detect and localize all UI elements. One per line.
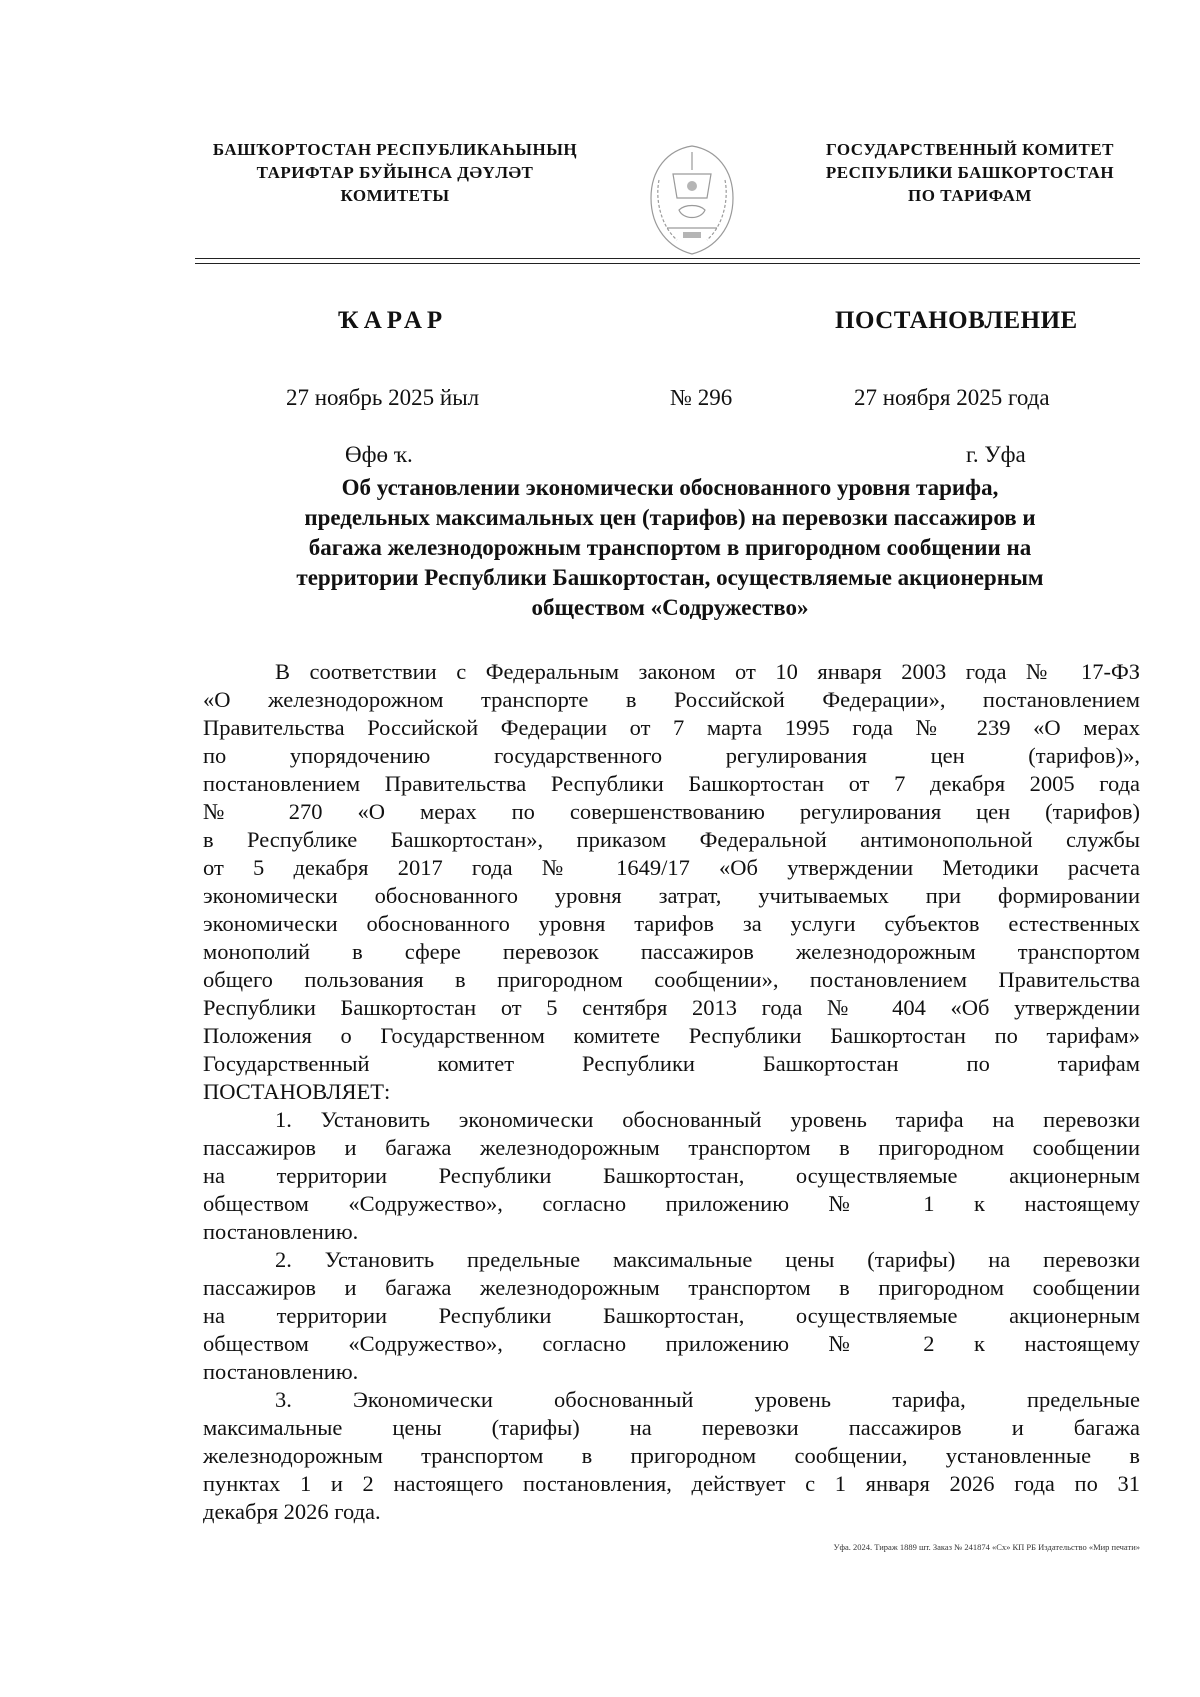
body-line: по упорядочению государственного регулирования цен (тарифов)», xyxy=(203,743,1140,768)
body-line: монополий в сфере перевозок пассажиров железнодорожным транспортом xyxy=(203,939,1140,964)
date-bashkir: 27 ноябрь 2025 йыл xyxy=(286,385,480,410)
document-number: № 296 xyxy=(670,385,733,410)
heading-line: предельных максимальных цен (тарифов) на перевозки пассажиров и xyxy=(304,505,1036,530)
item-1-paragraph xyxy=(203,1106,1140,1246)
body-line: 1. Установить экономически обоснованный уровень тарифа на перевозки xyxy=(275,1107,1140,1132)
item-2-paragraph xyxy=(203,1246,1140,1386)
body-line: 3. Экономически обоснованный уровень тарифа, предельные xyxy=(275,1387,1140,1412)
body-line: Государственный комитет Республики Башкортостан по тарифам xyxy=(203,1051,1140,1076)
header-right-org xyxy=(790,138,1150,207)
heading-line: Об установлении экономически обоснованного уровня тарифа, xyxy=(341,475,999,500)
coat-of-arms-icon xyxy=(637,140,747,258)
header-left-line-2: ТАРИФТАР БУЙЫНСА ДӘҮЛӘТ xyxy=(256,163,534,182)
body-line: Республики Башкортостан от 5 сентября 2013 года № 404 «Об утверждении xyxy=(203,995,1140,1020)
heading-line: территории Республики Башкортостан, осуществляемые акционерным xyxy=(296,565,1044,590)
header-left-org xyxy=(160,138,630,207)
body-line: постановлению. xyxy=(203,1219,359,1244)
doc-type-bashkir: ҠАРАР xyxy=(338,307,448,334)
header-divider-bottom xyxy=(195,263,1140,264)
header-divider-top xyxy=(195,258,1140,259)
body-line: постановлением Правительства Республики Башкортостан от 7 декабря 2005 года xyxy=(203,771,1140,796)
document-heading xyxy=(190,473,1150,623)
body-line: постановлению. xyxy=(203,1359,359,1384)
header-right-line-1: ГОСУДАРСТВЕННЫЙ КОМИТЕТ xyxy=(825,140,1114,159)
body-line: общего пользования в пригородном сообщении», постановлением Правительства xyxy=(203,967,1140,992)
body-line: от 5 декабря 2017 года № 1649/17 «Об утверждении Методики расчета xyxy=(203,855,1140,880)
body-line: на территории Республики Башкортостан, осуществляемые акционерным xyxy=(203,1163,1140,1188)
body-line: пунктах 1 и 2 настоящего постановления, действует с 1 января 2026 года по 31 xyxy=(203,1471,1140,1496)
body-line: пассажиров и багажа железнодорожным транспортом в пригородном сообщении xyxy=(203,1275,1140,1300)
body-line: железнодорожным транспортом в пригородном сообщении, установленные в xyxy=(203,1443,1140,1468)
heading-line: багажа железнодорожным транспортом в пригородном сообщении на xyxy=(308,535,1032,560)
body-line: пассажиров и багажа железнодорожным транспортом в пригородном сообщении xyxy=(203,1135,1140,1160)
date-russian: 27 ноября 2025 года xyxy=(854,385,1050,410)
header-left-line-1: БАШҠОРТОСТАН РЕСПУБЛИКАҺЫНЫҢ xyxy=(212,140,578,159)
body-line: экономически обоснованного уровня затрат, учитываемых при формировании xyxy=(203,883,1140,908)
body-line: экономически обоснованного уровня тарифов за услуги субъектов естественных xyxy=(203,911,1140,936)
body-line: обществом «Содружество», согласно приложению № 1 к настоящему xyxy=(203,1191,1140,1216)
body-line: Положения о Государственном комитете Республики Башкортостан по тарифам» xyxy=(203,1023,1140,1048)
header-left-line-3: КОМИТЕТЫ xyxy=(340,186,450,205)
print-info: Уфа. 2024. Тираж 1889 шт. Заказ № 241874 «Сх» КП РБ Издательство «Мир печати» xyxy=(833,1542,1140,1552)
header-right-line-2: РЕСПУБЛИКИ БАШКОРТОСТАН xyxy=(825,163,1115,182)
city-bashkir: Өфө ҡ. xyxy=(345,442,413,467)
body-line: на территории Республики Башкортостан, осуществляемые акционерным xyxy=(203,1303,1140,1328)
body-line-postanovlyaet: ПОСТАНОВЛЯЕТ: xyxy=(203,1079,391,1104)
body-line: Правительства Российской Федерации от 7 марта 1995 года № 239 «О мерах xyxy=(203,715,1140,740)
item-3-paragraph xyxy=(203,1386,1140,1526)
body-line: декабря 2026 года. xyxy=(203,1499,381,1524)
body-line: обществом «Содружество», согласно приложению № 2 к настоящему xyxy=(203,1331,1140,1356)
body-line: № 270 «О мерах по совершенствованию регулирования цен (тарифов) xyxy=(203,799,1140,824)
body-line: 2. Установить предельные максимальные цены (тарифы) на перевозки xyxy=(275,1247,1140,1272)
header-right-line-3: ПО ТАРИФАМ xyxy=(908,186,1032,205)
body-line: В соответствии с Федеральным законом от 10 января 2003 года № 17-ФЗ xyxy=(275,659,1140,684)
body-line: максимальные цены (тарифы) на перевозки пассажиров и багажа xyxy=(203,1415,1140,1440)
city-russian: г. Уфа xyxy=(966,442,1026,467)
body-line: в Республике Башкортостан», приказом Федеральной антимонопольной службы xyxy=(203,827,1140,852)
body-line: «О железнодорожном транспорте в Российской Федерации», постановлением xyxy=(203,687,1140,712)
heading-line: обществом «Содружество» xyxy=(531,595,809,620)
document-body xyxy=(203,658,1140,1526)
preamble-paragraph xyxy=(203,658,1140,1106)
doc-type-russian: ПОСТАНОВЛЕНИЕ xyxy=(835,307,1078,334)
